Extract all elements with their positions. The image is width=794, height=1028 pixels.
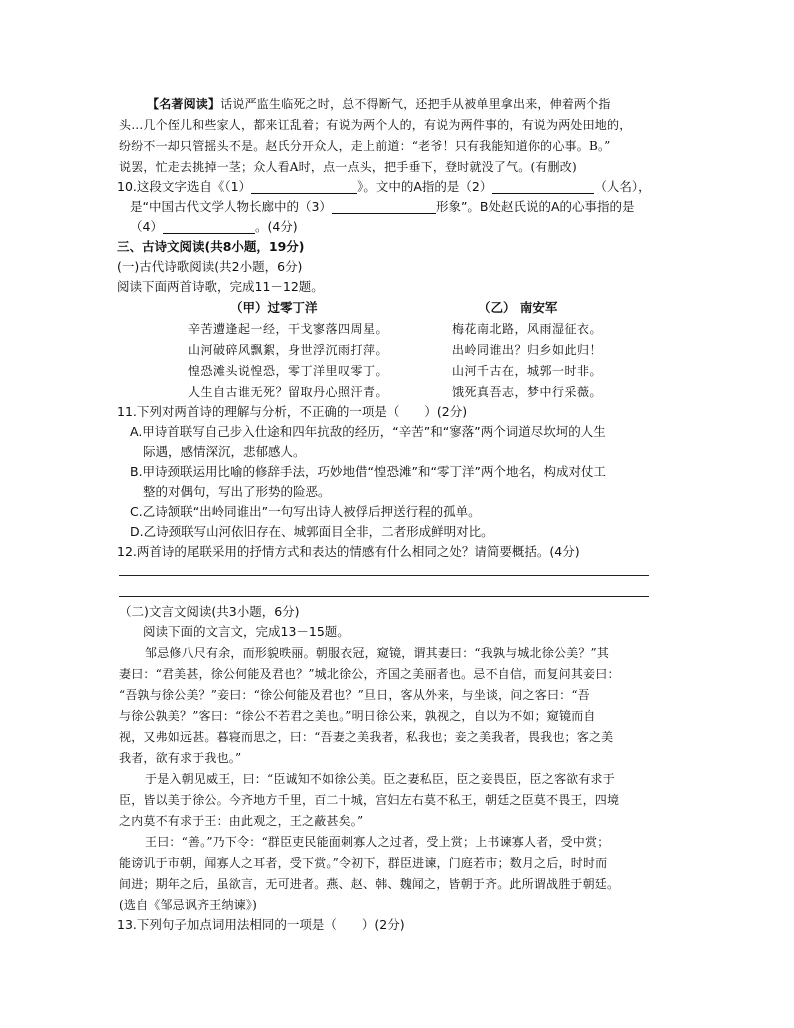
classical-line: 能谤讥于市朝，闻寡人之耳者，受下赏。”令初下，群臣进谏，门庭若市；数月之后，时时而	[119, 856, 608, 870]
option-a[interactable]: A.甲诗首联写自己步入仕途和四年抗敌的经历，“辛苦”和“寥落”两个词道尽坎坷的人生	[130, 424, 606, 439]
classical-line: 间进；期年之后，虽欲言，无可进者。燕、赵、韩、魏闻之，皆朝于齐。此所谓战胜于朝廷。	[119, 877, 620, 891]
poem-yi-line: 饿死真吾志，梦中行采薇。	[452, 385, 603, 399]
poem-yi-line: 出岭同谁出？归乡如此归！	[452, 343, 603, 357]
classical-line: 于是入朝见威王，曰：“臣诚知不如徐公美。臣之妻私臣，臣之妾畏臣，臣之客欲有求于	[145, 772, 615, 786]
classical-line: 视，又弗如远甚。暮寝而思之，曰：“吾妻之美我者，私我也；妾之美我者，畏我也；客之美	[119, 730, 614, 744]
answer-line-1[interactable]	[119, 575, 649, 576]
section-3-heading: 三、古诗文阅读(共8小题，19分)	[117, 239, 305, 254]
classical-instruction: 阅读下面的文言文，完成13－15题。	[143, 624, 350, 639]
option-b[interactable]: B.甲诗颈联运用比喻的修辞手法，巧妙地借“惶恐滩”和“零丁洋”两个地名，构成对仗工	[130, 464, 606, 479]
q10-text-e: 形象”。B处赵氏说的A的心事指的是	[435, 199, 635, 214]
classical-line: 王曰：“善。”乃下令：“群臣吏民能面刺寡人之过者，受上赏；上书谏寡人者，受中赏；	[145, 835, 610, 849]
classical-line: “吾孰与徐公美？”妾曰：“徐公何能及君也？”旦日，客从外来，与坐谈，问之客曰：“吾	[119, 688, 590, 702]
subsection-classical: （二)文言文阅读(共3小题，6分)	[119, 604, 300, 619]
q10-text-g: 。(4分)	[254, 219, 298, 234]
section-tag: 【名著阅读】	[147, 97, 221, 111]
option-b-continued: 整的对偶句，写出了形势的险恶。	[143, 484, 331, 499]
question-12-stem: 12.两首诗的尾联采用的抒情方式和表达的情感有什么相同之处？请简要概括。(4分)	[117, 544, 580, 559]
poem-jia-line: 辛苦遭逢起一经，干戈寥落四周星。	[188, 322, 389, 336]
subsection-poetry: (一)古代诗歌阅读(共2小题，6分)	[117, 259, 303, 274]
poem-jia-line: 山河破碎风飘絮，身世浮沉雨打萍。	[188, 343, 389, 357]
classical-line: 臣，皆以美于徐公。今齐地方千里，百二十城，宫妇左右莫不私王，朝廷之臣莫不畏王，四境	[119, 793, 620, 807]
reading-passage-line-4: 说罢，忙走去挑掉一茎；众人看A时，点一点头，把手垂下，登时就没了气。(有删改)	[119, 160, 577, 174]
q10-text-a: 10.这段文字选自《（1）	[117, 179, 252, 194]
poem-jia-title: （甲）过零丁洋	[230, 300, 318, 315]
reading-passage-line-1	[147, 95, 611, 113]
question-10-line-1	[117, 178, 651, 196]
classical-source: (选自《邹忌讽齐王纳谏》)	[119, 898, 257, 912]
answer-blank-1[interactable]	[251, 179, 357, 194]
poem-jia-line: 人生自古谁无死？留取丹心照汗青。	[188, 385, 389, 399]
question-10-line-2	[130, 198, 635, 216]
poem-yi-line: 山河千古在，城郭一时非。	[452, 364, 603, 378]
q10-text-c: （人名），	[594, 179, 651, 194]
option-a-continued: 际遇，感情深沉，悲郁感人。	[143, 444, 306, 459]
answer-line-2[interactable]	[119, 596, 649, 597]
poem-yi-title: （乙） 南安军	[478, 300, 558, 315]
classical-line: 我者，欲有求于我也。”	[119, 751, 242, 765]
option-d[interactable]: D.乙诗颈联写山河依旧存在、城郭面目全非，二者形成鲜明对比。	[130, 524, 494, 539]
reading-passage-line-3: 纷纷不一却只管摇头不是。赵氏分开众人，走上前道：“老爷！只有我能知道你的心事。B。”	[119, 139, 611, 153]
reading-text: 话说严监生临死之时，总不得断气，还把手从被单里拿出来，伸着两个指	[220, 97, 611, 111]
option-c[interactable]: C.乙诗颔联“出岭同谁出”一句写出诗人被俘后押送行程的孤单。	[130, 504, 481, 519]
classical-line: 与徐公孰美？”客曰：“徐公不若君之美也。”明日徐公来，孰视之，自以为不如；窥镜而自	[119, 709, 596, 723]
classical-line: 邹忌修八尺有余，而形貌昳丽。朝服衣冠，窥镜，谓其妻曰：“我孰与城北徐公美？”其	[145, 646, 610, 660]
classical-line: 之内莫不有求于王：由此观之，王之蔽甚矣。”	[119, 814, 364, 828]
poem-yi-line: 梅花南北路，风雨湿征衣。	[452, 322, 603, 336]
answer-blank-3[interactable]	[332, 199, 436, 214]
q10-text-b: 》。文中的A指的是（2）	[357, 179, 493, 194]
classical-line: 妻曰：“君美甚，徐公何能及君也？”城北徐公，齐国之美丽者也。忌不自信，而复问其妾曰：	[119, 667, 620, 681]
question-10-line-3	[130, 218, 298, 236]
question-13-stem: 13.下列句子加点词用法相同的一项是（ ）(2分)	[117, 917, 405, 932]
question-11-stem: 11.下列对两首诗的理解与分析，不正确的一项是（ ）(2分)	[117, 404, 468, 419]
q10-text-f: （4）	[130, 219, 163, 234]
answer-blank-4[interactable]	[163, 219, 255, 234]
reading-passage-line-2: 头…几个侄儿和些家人，都来讧乱着；有说为两个人的，有说为两件事的，有说为两处田地的，	[119, 118, 632, 132]
q10-text-d: 是“中国古代文学人物长廊中的（3）	[130, 199, 332, 214]
answer-blank-2[interactable]	[492, 179, 594, 194]
poem-jia-line: 惶恐滩头说惶恐，零丁洋里叹零丁。	[188, 364, 389, 378]
poetry-instruction: 阅读下面两首诗歌，完成11－12题。	[117, 279, 324, 294]
